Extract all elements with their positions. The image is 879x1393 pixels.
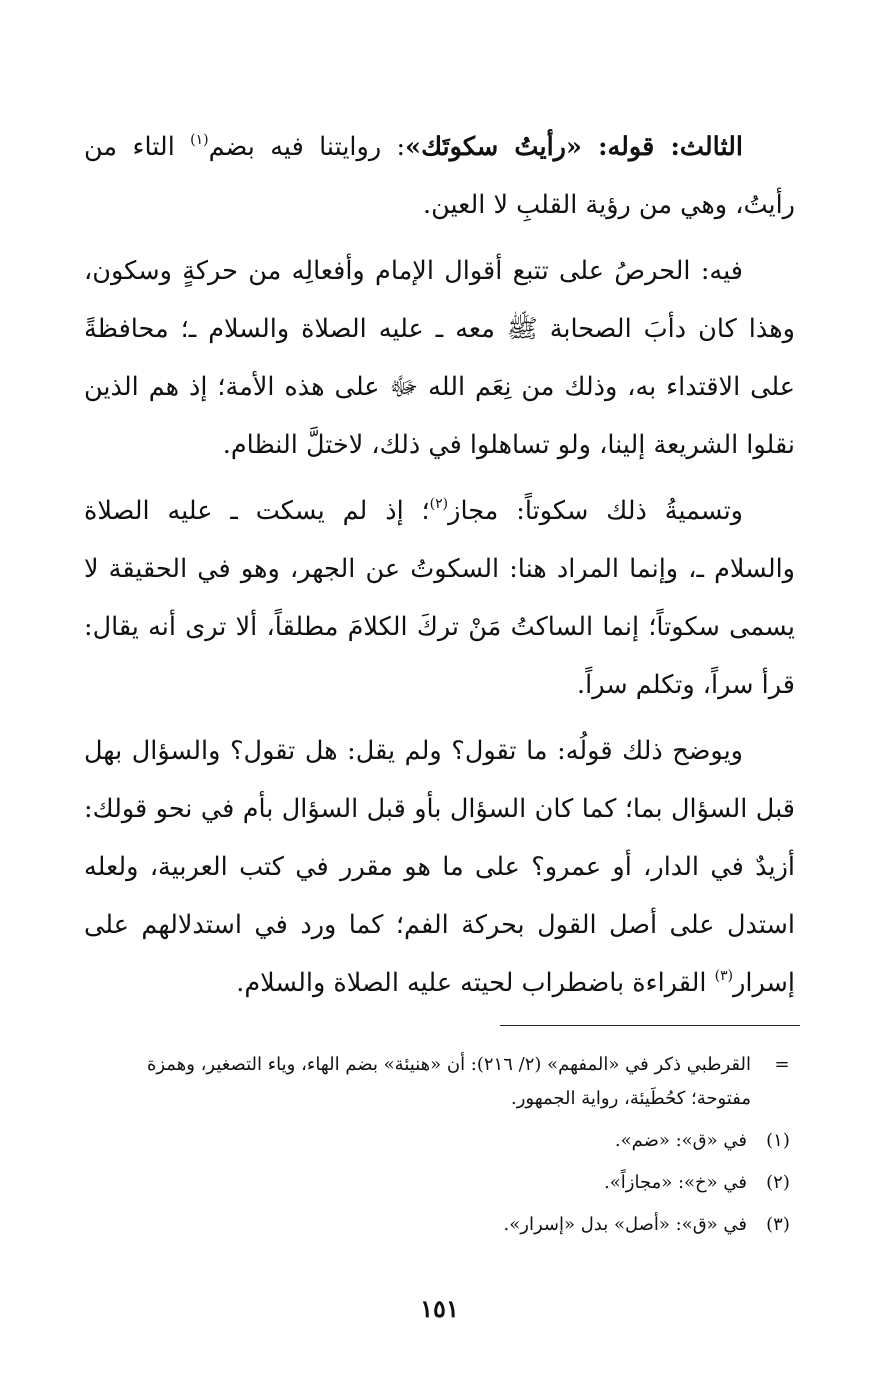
paragraph-1-lead: الثالث: قوله: «رأيتُ سكوتَك» [405, 132, 743, 162]
footnote-ref-2: (٢) [429, 496, 449, 512]
page-number: ١٥١ [420, 1294, 459, 1323]
footnotes [84, 1048, 795, 1242]
footnote-number: (٢) [766, 1172, 790, 1193]
footnote-continuation [84, 1048, 795, 1116]
footnote-ref-1: (١) [190, 132, 209, 148]
continuation-text: القرطبي ذكر في «المفهم» (٢/ ٢١٦): أن «هنيئة» بضم الهاء، وياء التصغير، وهمزة مفتوحة؛ كحُطَيئة، رواية الجمهور. [146, 1054, 751, 1109]
footnote-item [84, 1166, 795, 1200]
footnote-number: (١) [766, 1130, 790, 1151]
paragraph-4-text-a: ويوضح ذلك قولُه: ما تقول؟ ولم يقل: هل تقول؟ والسؤال بهل قبل السؤال بما؛ كما كان السؤال بأو قبل السؤال بأم في نحو قولك: أزيدٌ في الدار، أو عمرو؟ على ما هو مقرر في كتب العربية، ولعله استدل على أصل القول بحركة الفم؛ كما ورد في استدلالهم على إسرار [84, 736, 795, 998]
paragraph-3-text-b: ؛ إذ لم يسكت ـ عليه الصلاة والسلام ـ، وإنما المراد هنا: السكوتُ عن الجهر، وهو في الحقيقة لا يسمى سكوتاً؛ إنما الساكتُ مَنْ تركَ الكلامَ مطلقاً، ألا ترى أنه يقال: قرأ سراً، وتكلم سراً. [84, 496, 795, 700]
paragraph-2-text: فيه: الحرصُ على تتبع أقوال الإمام وأفعالِه من حركةٍ وسكون، وهذا كان دأبَ الصحابة ﷺ معه ـ عليه الصلاة والسلام ـ؛ محافظةً على الاقتداء به، وذلك من نِعَم الله ﷻ على هذه الأمة؛ إذ هم الذين نقلوا الشريعة إلينا، ولو تساهلوا في ذلك، لاختلَّ النظام. [84, 256, 795, 460]
paragraph-4-text-b: القراءة باضطراب لحيته عليه الصلاة والسلام. [236, 968, 715, 998]
footnote-item [84, 1124, 795, 1158]
footnote-text: في «ق»: «أصل» بدل «إسرار». [503, 1214, 747, 1235]
footnote-text: في «خ»: «مجازاً». [604, 1172, 747, 1193]
paragraph-1-text-b: التاء من رأيتُ، وهي من رؤية القلبِ لا العين. [84, 132, 795, 220]
main-text-body [84, 118, 795, 1020]
paragraph-3-text-a: وتسميةُ ذلك سكوتاً: مجاز [448, 496, 743, 526]
footnote-item [84, 1208, 795, 1242]
paragraph-1-text-a: : روايتنا فيه بضم [208, 132, 406, 162]
paragraph-4 [84, 722, 795, 1012]
footnote-text: في «ق»: «ضم». [614, 1130, 747, 1151]
footnote-number: (٣) [766, 1214, 790, 1235]
paragraph-3 [84, 482, 795, 714]
footnote-ref-3: (٣) [714, 968, 734, 984]
continuation-mark: = [774, 1054, 790, 1075]
paragraph-1 [84, 118, 795, 234]
footnote-divider [500, 1025, 800, 1026]
paragraph-2 [84, 242, 795, 474]
